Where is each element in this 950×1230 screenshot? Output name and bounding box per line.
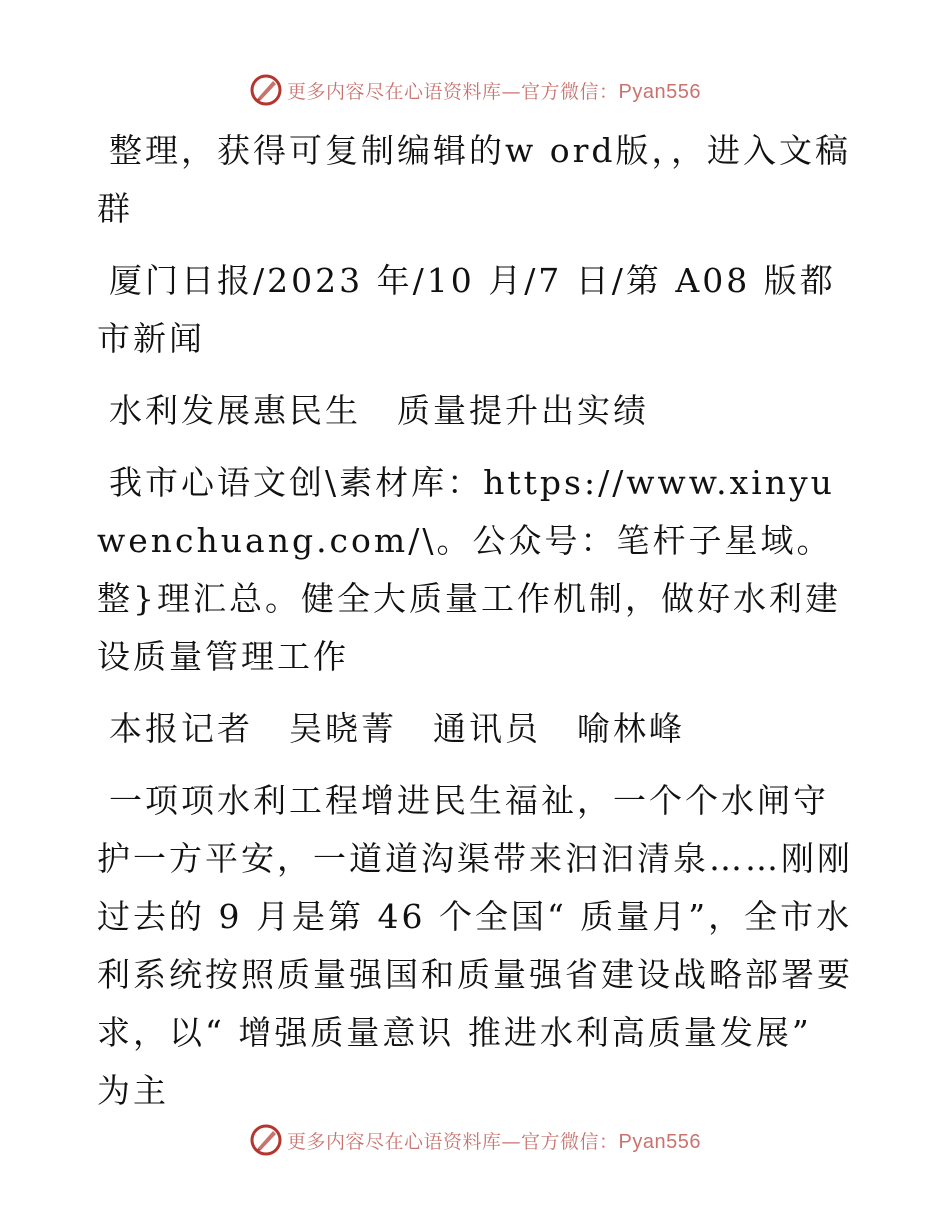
header-banner <box>0 70 950 110</box>
footer-wechat-id: Pyan556 <box>618 1130 701 1153</box>
pen-logo-icon <box>249 1123 283 1157</box>
header-banner-text: 更多内容尽在心语资料库—官方微信： <box>287 80 619 103</box>
article-content <box>97 122 857 1134</box>
footer-banner <box>0 1120 950 1160</box>
intro-paragraph: 整理，获得可复制编辑的w ord版，，进入文稿群 <box>97 131 852 228</box>
header-wechat-id: Pyan556 <box>618 80 701 103</box>
article-subhead: 我市心语文创\素材库：https://www.xinyuwenchuang.com/\。公众号：笔杆子星域。整}理汇总。健全大质量工作机制，做好水利建设质量管理工作 <box>97 463 841 676</box>
pen-logo-icon <box>249 73 283 107</box>
article-byline: 本报记者 吴晓菁 通讯员 喻林峰 <box>109 709 685 748</box>
footer-banner-text: 更多内容尽在心语资料库—官方微信： <box>287 1130 619 1153</box>
article-body-paragraph: 一项项水利工程增进民生福祉，一个个水闸守护一方平安，一道道沟渠带来汩汩清泉……刚刚过去的 9 月是第 46 个全国“ 质量月”，全市水利系统按照质量强国和质量强省建设战略部署要求，以“ 增强质量意识 推进水利高质量发展” 为主 <box>97 781 853 1110</box>
article-headline: 水利发展惠民生 质量提升出实绩 <box>109 391 649 430</box>
source-line: 厦门日报/2023 年/10 月/7 日/第 A08 版都市新闻 <box>97 261 836 358</box>
